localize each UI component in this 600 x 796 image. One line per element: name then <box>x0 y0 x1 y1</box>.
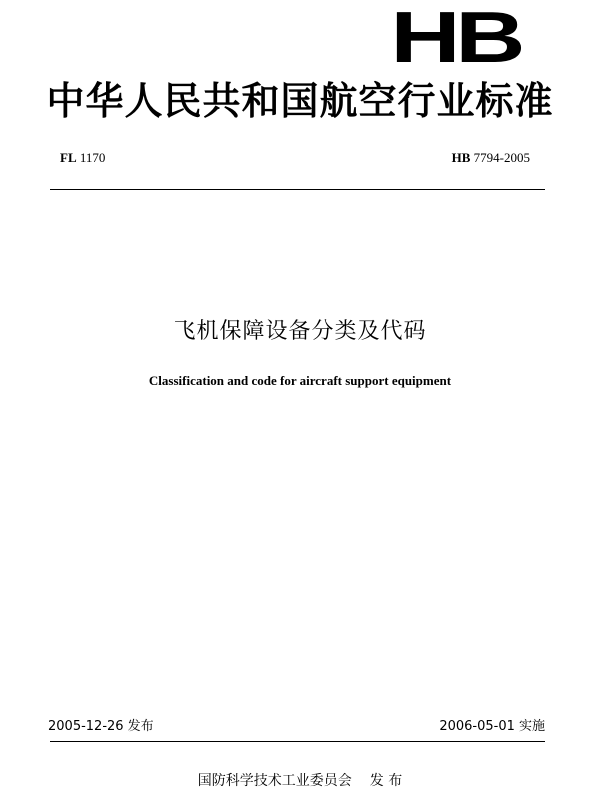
publisher-line <box>0 770 600 790</box>
hb-logo: HB <box>390 0 520 78</box>
publisher-name: 国防科学技术工业委员会 <box>197 773 352 789</box>
fl-number: 1170 <box>79 150 106 165</box>
chinese-title: 飞机保障设备分类及代码 <box>173 319 427 344</box>
hb-code <box>452 150 530 166</box>
issue-date: 2005-12-26 发布 <box>48 719 154 734</box>
org-title: 中华人民共和国航空行业标准 <box>46 79 554 123</box>
fl-prefix: FL <box>60 150 77 165</box>
english-title: Classification and code for aircraft support equipment <box>148 373 452 388</box>
hb-prefix: HB <box>451 150 471 165</box>
top-divider <box>50 189 545 190</box>
fl-code <box>60 150 105 166</box>
effective-date: 2006-05-01 实施 <box>439 719 545 734</box>
publisher-action: 发 布 <box>369 773 403 789</box>
standard-codes-row <box>60 150 530 166</box>
dates-row <box>48 715 545 734</box>
bottom-divider <box>50 741 545 742</box>
hb-number: 7794-2005 <box>473 150 530 165</box>
